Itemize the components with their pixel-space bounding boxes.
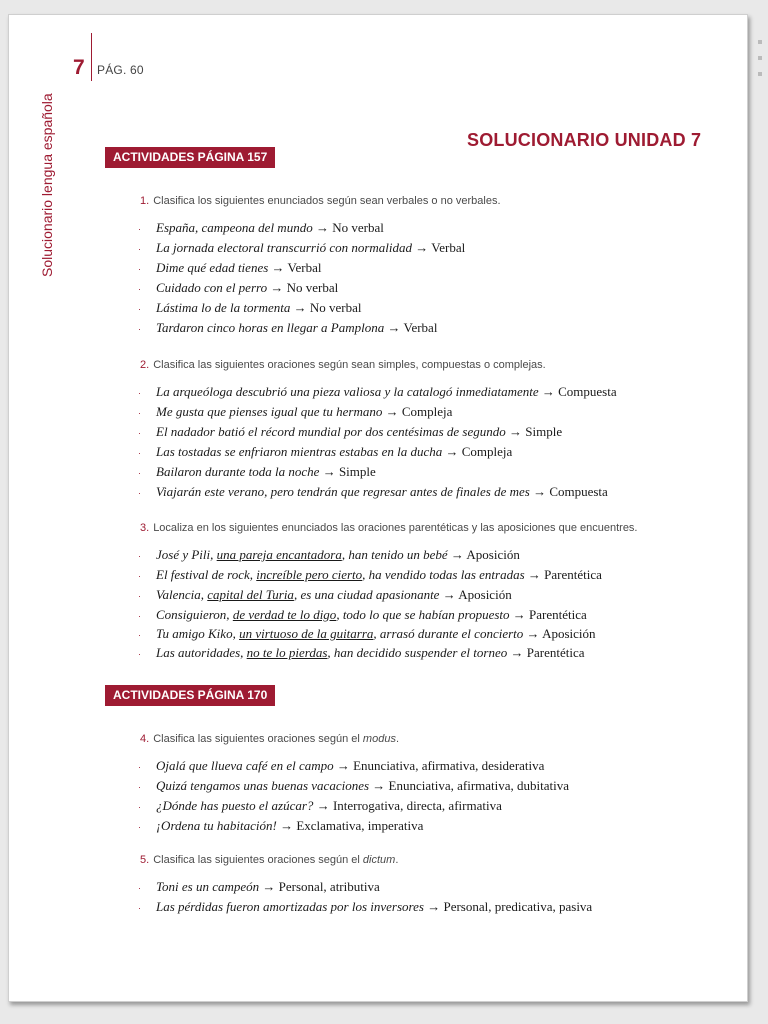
answer: Aposición	[458, 587, 512, 602]
answer: Aposición	[542, 626, 596, 641]
section-heading-170: ACTIVIDADES PÁGINA 170	[105, 685, 275, 706]
arrow: →	[526, 626, 540, 641]
answer: Parentética	[526, 645, 585, 660]
list-item: · Tardaron cinco horas en llegar a Pamplona → Verbal	[138, 320, 438, 335]
list-item: · José y Pili, una pareja encantadora, han tenido un bebé → Aposición	[138, 547, 520, 562]
document-page	[8, 14, 748, 1002]
bullet: ·	[138, 883, 141, 893]
header-rule	[91, 33, 92, 81]
list-item: · Tu amigo Kiko, un virtuoso de la guitarra, arrasó durante el concierto → Aposición	[138, 626, 596, 641]
question-number: 5.	[140, 854, 150, 866]
answer: Personal, atributiva	[278, 879, 380, 894]
answer: Enunciativa, afirmativa, dubitativa	[388, 778, 570, 793]
question-number: 2.	[140, 359, 150, 371]
arrow: →	[293, 300, 307, 315]
question-3	[140, 522, 638, 534]
answer: Compuesta	[558, 384, 617, 399]
bullet: ·	[138, 802, 141, 812]
arrow: →	[387, 320, 401, 335]
answer: Compleja	[401, 404, 453, 419]
list-item: · España, campeona del mundo → No verbal	[138, 220, 384, 235]
answer: Verbal	[431, 240, 466, 255]
arrow: →	[315, 220, 329, 235]
arrow: →	[527, 567, 541, 582]
bullet: ·	[138, 903, 141, 913]
answer: Personal, predicativa, pasiva	[443, 899, 593, 914]
bullet: ·	[138, 284, 141, 294]
bullet: ·	[138, 468, 141, 478]
bullet: ·	[138, 488, 141, 498]
bullet: ·	[138, 551, 141, 561]
question-4: 4. Clasifica las siguientes oraciones según el modus.	[140, 733, 400, 745]
answer: Compuesta	[549, 484, 608, 499]
bullet: ·	[138, 408, 141, 418]
arrow: →	[385, 404, 399, 419]
answer: Interrogativa, directa, afirmativa	[332, 798, 502, 813]
list-item: · Cuidado con el perro → No verbal	[138, 280, 339, 295]
list-item: · Consiguieron, de verdad te lo digo, todo lo que se habían propuesto → Parentética	[138, 607, 587, 622]
bullet: ·	[138, 224, 141, 234]
margin-mark	[758, 40, 762, 44]
arrow: →	[512, 607, 526, 622]
question-text: Localiza en los siguientes enunciados las oraciones parentéticas y las aposiciones que encuentres.	[153, 522, 638, 534]
question-number: 1.	[140, 195, 150, 207]
arrow: →	[372, 778, 386, 793]
list-item: · La arqueóloga descubrió una pieza valiosa y la catalogó inmediatamente → Compuesta	[138, 384, 617, 399]
unit-number: 7	[73, 56, 85, 79]
answer: Parentética	[529, 607, 587, 622]
answer: Compleja	[461, 444, 513, 459]
page-title: SOLUCIONARIO UNIDAD 7	[467, 130, 702, 150]
question-2	[140, 359, 546, 371]
list-item: · Quizá tengamos unas buenas vacaciones → Enunciativa, afirmativa, dubitativa	[138, 778, 570, 793]
arrow: →	[442, 587, 456, 602]
arrow: →	[280, 818, 294, 833]
bullet: ·	[138, 762, 141, 772]
answer: Parentética	[544, 567, 602, 582]
bullet: ·	[138, 649, 141, 659]
page-label: PÁG. 60	[97, 63, 144, 77]
list-item: · Me gusta que pienses igual que tu hermano → Compleja	[138, 404, 453, 419]
arrow: →	[322, 464, 336, 479]
list-item: · ¡Ordena tu habitación! → Exclamativa, imperativa	[138, 818, 424, 833]
question-term: modus	[362, 733, 396, 745]
answer: No verbal	[286, 280, 339, 295]
arrow: →	[316, 798, 330, 813]
underlined-phrase: no te lo pierdas	[246, 645, 328, 660]
question-text: Clasifica las siguientes oraciones según el	[153, 733, 363, 745]
arrow: →	[271, 260, 285, 275]
arrow: →	[509, 424, 523, 439]
bullet: ·	[138, 304, 141, 314]
arrow: →	[541, 384, 555, 399]
underlined-phrase: una pareja encantadora	[216, 547, 342, 562]
question-term: dictum	[362, 854, 396, 866]
bullet: ·	[138, 571, 141, 581]
arrow: →	[336, 758, 350, 773]
question-5: 5. Clasifica las siguientes oraciones según el dictum.	[140, 854, 399, 866]
arrow: →	[427, 899, 441, 914]
answer: Enunciativa, afirmativa, desiderativa	[353, 758, 545, 773]
bullet: ·	[138, 630, 141, 640]
question-number: 4.	[140, 733, 150, 745]
arrow: →	[450, 547, 464, 562]
bullet: ·	[138, 428, 141, 438]
list-item: · Lástima lo de la tormenta → No verbal	[138, 300, 362, 315]
answer: Simple	[525, 424, 563, 439]
bullet: ·	[138, 448, 141, 458]
arrow: →	[533, 484, 547, 499]
section-heading-157: ACTIVIDADES PÁGINA 157	[105, 147, 275, 168]
underlined-phrase: de verdad te lo digo	[232, 607, 337, 622]
bullet: ·	[138, 264, 141, 274]
bullet: ·	[138, 822, 141, 832]
underlined-phrase: capital del Turia	[207, 587, 294, 602]
margin-mark	[758, 72, 762, 76]
arrow: →	[262, 879, 276, 894]
list-item: · El festival de rock, increíble pero cierto, ha vendido todas las entradas → Parentética	[138, 567, 602, 582]
answer: Aposición	[466, 547, 520, 562]
list-item: · Dime qué edad tienes → Verbal	[138, 260, 322, 275]
list-item: · Viajarán este verano, pero tendrán que regresar antes de finales de mes → Compuesta	[138, 484, 608, 499]
arrow: →	[270, 280, 284, 295]
arrow: →	[415, 240, 429, 255]
side-title: Solucionario lengua española	[39, 93, 55, 277]
question-1	[140, 195, 501, 207]
list-item: · Valencia, capital del Turia, es una ciudad apasionante → Aposición	[138, 587, 512, 602]
list-item: · ¿Dónde has puesto el azúcar? → Interrogativa, directa, afirmativa	[138, 798, 502, 813]
arrow: →	[510, 645, 524, 660]
bullet: ·	[138, 591, 141, 601]
question-text: Clasifica las siguientes oraciones según sean simples, compuestas o complejas.	[153, 359, 546, 371]
bullet: ·	[138, 388, 141, 398]
bullet: ·	[138, 244, 141, 254]
bullet: ·	[138, 782, 141, 792]
bullet: ·	[138, 324, 141, 334]
underlined-phrase: un virtuoso de la guitarra	[239, 626, 374, 641]
list-item: · Bailaron durante toda la noche → Simple	[138, 464, 376, 479]
list-item: · El nadador batió el récord mundial por dos centésimas de segundo → Simple	[138, 424, 563, 439]
list-item: · Las autoridades, no te lo pierdas, han decidido suspender el torneo → Parentética	[138, 645, 585, 660]
answer: No verbal	[332, 220, 384, 235]
list-item: · La jornada electoral transcurrió con normalidad → Verbal	[138, 240, 466, 255]
margin-mark	[758, 56, 762, 60]
underlined-phrase: increíble pero cierto	[256, 567, 363, 582]
answer: Verbal	[403, 320, 438, 335]
answer: Simple	[338, 464, 376, 479]
list-item: · Las tostadas se enfriaron mientras estabas en la ducha → Compleja	[138, 444, 513, 459]
answer: No verbal	[309, 300, 362, 315]
arrow: →	[445, 444, 459, 459]
list-item: · Toni es un campeón → Personal, atributiva	[138, 879, 380, 894]
list-item: · Las pérdidas fueron amortizadas por los inversores → Personal, predicativa, pasiva	[138, 899, 593, 914]
bullet: ·	[138, 611, 141, 621]
answer: Verbal	[287, 260, 322, 275]
answer: Exclamativa, imperativa	[296, 818, 424, 833]
list-item: · Ojalá que llueva café en el campo → Enunciativa, afirmativa, desiderativa	[138, 758, 545, 773]
question-text: Clasifica los siguientes enunciados según sean verbales o no verbales.	[153, 195, 501, 207]
question-number: 3.	[140, 522, 150, 534]
question-text: Clasifica las siguientes oraciones según el	[153, 854, 363, 866]
